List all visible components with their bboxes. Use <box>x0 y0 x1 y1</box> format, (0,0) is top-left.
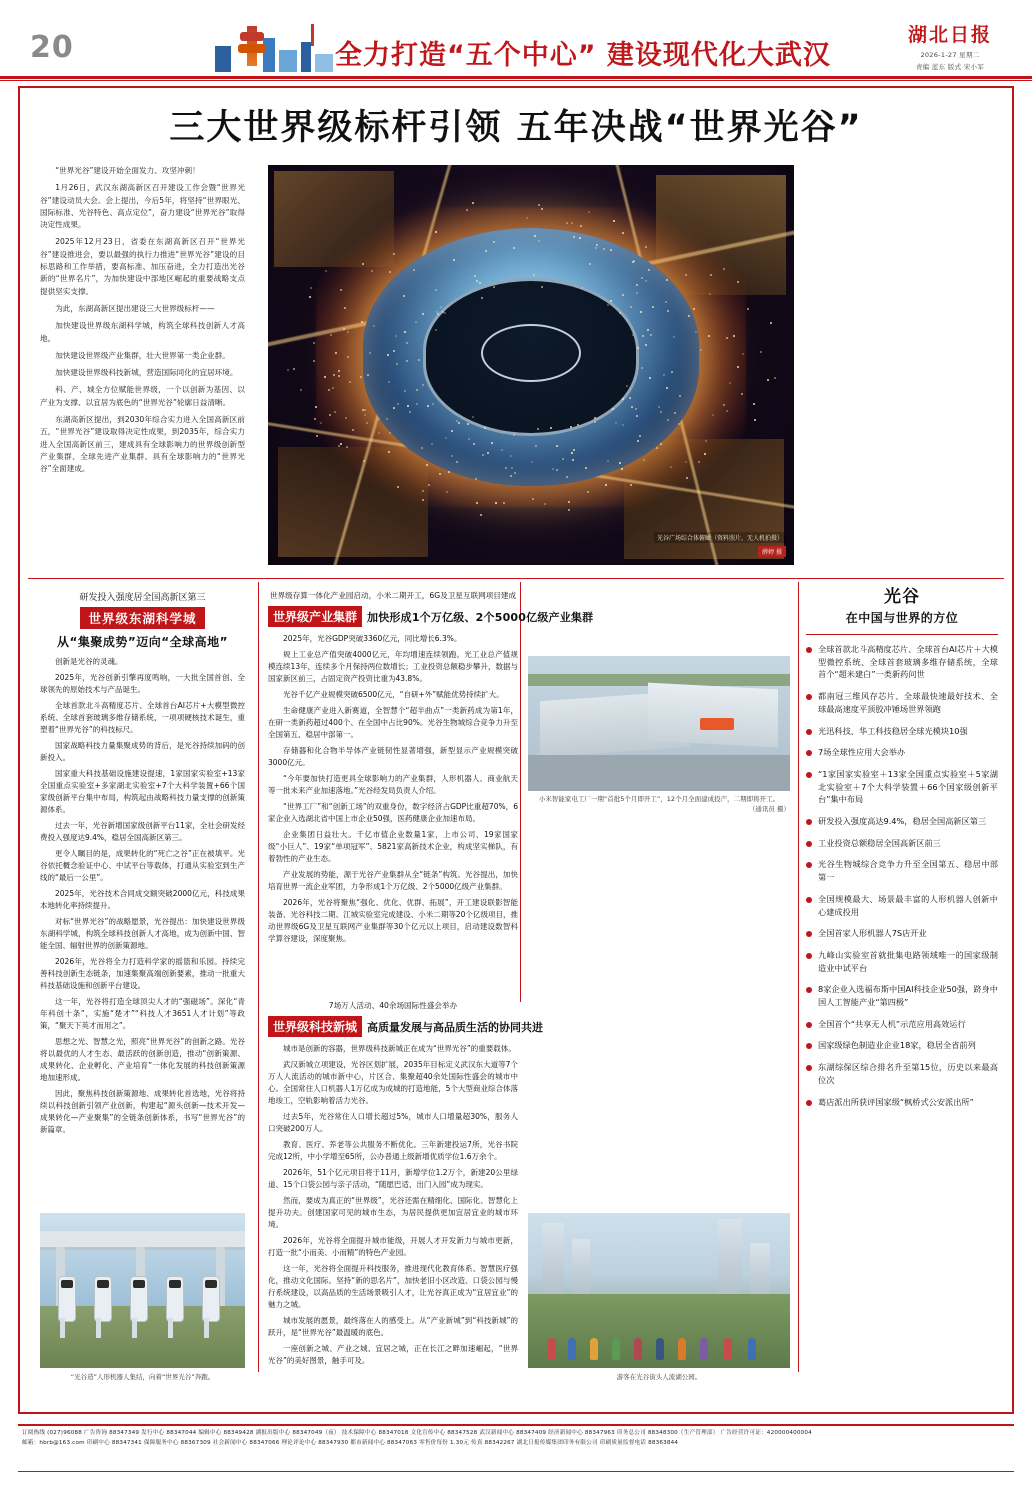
hero-light-speck <box>708 335 710 337</box>
hero-light-speck <box>741 393 743 395</box>
hero-light-speck <box>645 280 647 282</box>
hero-light-speck <box>688 315 690 317</box>
hero-light-speck <box>349 381 351 383</box>
column-rule-2 <box>520 582 521 1002</box>
hero-light-speck <box>451 455 453 457</box>
c2-top-note: 世界级存算一体化产业园启动，小米二期开工，6G及卫星互联网项目建成 <box>269 591 517 600</box>
hero-light-speck <box>612 408 614 410</box>
hero-light-speck <box>456 461 458 463</box>
hero-light-speck <box>723 268 725 270</box>
cap-mid-credit: （通讯员 摄） <box>748 804 790 813</box>
hero-light-speck <box>573 449 575 451</box>
hero-light-speck <box>537 428 539 430</box>
lead-paragraph: 为此，东湖高新区提出建设三大世界级标杆—— <box>55 303 215 313</box>
hero-light-speck <box>737 281 739 283</box>
hero-light-speck <box>393 350 395 352</box>
hero-light-speck <box>671 371 673 373</box>
c2-paragraph: 2025年，光谷GDP突破3360亿元，同比增长6.3%。 <box>283 634 462 644</box>
c1-paragraph: 国家重大科技基础设施建设提速，1家国家实验室+13家全国重点实验室+多家湖北实验室+7个大科学装置+66个国家级创新平台集中布局，构筑起由战略科技力量支撑的创新策源体系。 <box>40 769 245 814</box>
hero-light-speck <box>396 363 398 365</box>
hero-light-speck <box>615 422 617 424</box>
rail-item: 葛店派出所获评国家级“枫桥式公安派出所” <box>806 1096 998 1109</box>
c2-paragraph: 企业集团日益壮大。千亿市值企业数量1家，上市公司、19家国家级“小巨人”、19家“单项冠军”、5821家高新技术企业，构成坚实梯队，有着勃性的产业生态。 <box>268 830 518 864</box>
c2b-paragraph: 这一年，光谷将全面提升科技服务，推进现代化教育体系、智慧医疗强化，推动文化国际。坚持“新的思名片”，加快老旧小区改造、口袋公园与慢行系统建设，以高品质的生活场景吸引人才，让光谷真正成为“宜居宜业”的魅力之城。 <box>268 1264 518 1309</box>
hero-light-speck <box>639 435 641 437</box>
photo-city-park-crowd <box>528 1213 790 1368</box>
c2-body <box>268 633 518 945</box>
lead-article-text <box>40 165 245 565</box>
page-footer <box>18 1424 1014 1478</box>
hero-light-speck <box>422 384 424 386</box>
hero-light-speck <box>700 349 702 351</box>
hero-light-speck <box>622 232 624 234</box>
hero-light-speck <box>636 292 638 294</box>
hero-photo-caption: 光谷广场综合体俯瞰（资料照片，无人机拍摄） <box>654 532 786 543</box>
hero-light-speck <box>364 414 366 416</box>
hero-light-speck <box>685 461 687 463</box>
hero-light-speck <box>665 301 667 303</box>
hero-light-speck <box>472 202 474 204</box>
paper-name: 湖北日报 <box>907 24 992 46</box>
hero-light-speck <box>656 447 658 449</box>
c2-banner <box>268 606 594 627</box>
hero-light-speck <box>466 209 468 211</box>
c2-banner-text: 加快形成1个万亿级、2个5000亿级产业集群 <box>367 610 594 624</box>
paper-editor: 责编 蓝东 版式 宋小军 <box>915 63 985 71</box>
rail-item: 工业投资总额稳居全国高新区前三 <box>806 837 998 850</box>
footer-line-1: 订阅热线 (027)96088 广告咨询 88347349 发行中心 88347044 编辑中心 88349428 湖报出版中心 88347049（夜） 技术保障中心 88347018 文化宣传中心 88347528 武汉新闻中心 88347409 经济新闻中心 88347963 印务总公司 88348300（生产管理部） 广告经营许可证：420000400004 <box>22 1430 812 1436</box>
masthead-rule <box>0 76 1032 79</box>
c1-subtitle: 从“集聚成势”迈向“全球高地” <box>56 635 229 649</box>
c1-kicker: 研发投入强度居全国高新区第三 <box>79 593 206 603</box>
hero-light-speck <box>747 308 749 310</box>
hero-light-speck <box>645 344 647 346</box>
cap-mid-text: 小米智能家电工厂一期“首批5个月即开工”，12个月全面建成投产，二期即将开工。 <box>538 795 780 803</box>
c2b-paragraph: 教育、医疗、养老等公共服务不断优化。三年新建投运7所，光谷书院完成12所，中小学增至65所，公办普通上级新增优质学位1.6万余个。 <box>268 1140 518 1161</box>
hero-light-speck <box>652 306 654 308</box>
hero-light-speck <box>388 451 390 453</box>
rail-title: 光谷 <box>884 587 920 607</box>
hero-light-speck <box>333 374 335 376</box>
column-rule-3 <box>798 582 799 1372</box>
hero-light-speck <box>422 313 424 315</box>
hero-light-speck <box>324 376 326 378</box>
c2b-paragraph: 一座创新之城、产业之城、宜居之城，正在长江之畔加速崛起，“世界光谷”的美好图景，触手可及。 <box>268 1344 518 1365</box>
hero-light-speck <box>581 287 583 289</box>
hero-photo <box>268 165 794 565</box>
hero-light-speck <box>448 471 450 473</box>
c2b-paragraph: 城市是创新的容器，世界级科技新城正在成为“世界光谷”的重要载体。 <box>283 1044 516 1053</box>
c2b-banner <box>268 1016 544 1037</box>
hero-light-speck <box>480 514 482 516</box>
hero-light-speck <box>369 352 371 354</box>
hero-light-speck <box>446 491 448 493</box>
rail-item: 国家级绿色制造业企业18家，稳居全省前列 <box>806 1039 998 1052</box>
hero-light-speck <box>473 443 475 445</box>
hero-light-speck <box>386 418 388 420</box>
c2b-banner-text: 高质量发展与高品质生活的协同共进 <box>367 1020 544 1034</box>
hero-light-speck <box>695 331 697 333</box>
lead-paragraph: 加快建设世界级产业集群，壮大世界第一类企业群。 <box>55 350 230 360</box>
c2b-paragraph: 2026年，光谷将全面提升城市能级，开展人才开发新力与城市更新，打造一批“小而美、小而精”的特色产业园。 <box>268 1236 518 1257</box>
lead-paragraph: 1月26日，武汉东湖高新区召开建设工作会暨“世界光谷”建设动员大会。会上提出，今后5年，将坚持“世界眼光、国际标准、光谷特色、高点定位”，奋力建设“世界光谷”取得决定性成果。 <box>40 183 245 230</box>
hero-light-speck <box>422 499 424 501</box>
rail-item: 7场全球性应用大会举办 <box>806 746 998 759</box>
hero-light-speck <box>531 461 533 463</box>
rail-item: 东湖综保区综合排名升至第15位，历史以来最高位次 <box>806 1061 998 1086</box>
hero-light-speck <box>698 461 700 463</box>
hero-light-speck <box>645 246 647 248</box>
c2b-top-note: 7场万人活动、40余场国际性盛会举办 <box>328 1001 458 1010</box>
column-rule-1 <box>258 582 259 1372</box>
page-title: 三大世界级标杆引领 五年决战“世界光谷” <box>169 108 863 148</box>
c2-paragraph: 产业发展的势能，源于光谷产业集群从全“链条”构筑。光谷提出，加快培育世界一流企业军团，力争形成1个万亿级、2个5000亿级产业集群。 <box>268 870 518 892</box>
hero-light-speck <box>310 287 312 289</box>
hero-light-speck <box>556 469 558 471</box>
hero-light-speck <box>534 235 536 237</box>
lead-paragraph: 加快建设世界级科技新城，营造国际同化的宜居环境。 <box>55 368 238 378</box>
hero-light-speck <box>674 412 676 414</box>
c1-paragraph: 国家战略科技力量集聚成势的背后，是光谷持续加码的创新投入。 <box>40 741 245 762</box>
c1-paragraph: 全球首款北斗高精度芯片、全球首台AI芯片+大模型微控系统、全球首套玻璃多维存储系统，一项项硬核技术诞生，重塑着“世界光谷”的科技标尺。 <box>40 701 245 734</box>
hero-light-speck <box>641 367 643 369</box>
c1-paragraph: 这一年，光谷将打造全球顶尖人才的“强磁场”。深化“青年科创十条”，实施“楚才”“科技人才3651人才计划”等政策，“聚天下英才而用之”。 <box>40 997 245 1030</box>
masthead-slogan: 全力打造“五个中心” 建设现代化大武汉 <box>335 40 831 71</box>
rail-item: 九峰山实验室首就批集电路领域唯一的国家级制造业中试平台 <box>806 949 998 974</box>
hero-light-speck <box>541 208 543 210</box>
c1-paragraph: 过去一年，光谷新增国家级创新平台11家，全社会研发经费投入强度达9.4%，稳居全国高新区第三。 <box>40 821 245 842</box>
hero-light-speck <box>633 260 635 262</box>
c1-paragraph: 2026年，光谷将全力打造科学家的摇篮和乐园。持续完善科技创新生态链条，加速集聚高端创新要素，推动一批重大科技基础设施和创新平台建设。 <box>40 957 245 990</box>
city-skyline-icon <box>215 24 335 72</box>
hero-light-speck <box>338 445 340 447</box>
rail-item: 8家企业入选福布斯中国AI科技企业50强，跻身中国人工智能产业“第四极” <box>806 983 998 1008</box>
hero-light-speck <box>667 310 669 312</box>
article-science-new-city <box>268 1000 544 1371</box>
hero-light-speck <box>514 472 516 474</box>
c2b-paragraph: 然而，要成为真正的“世界级”，光谷还需在精细化、国际化、智慧化上提升功夫。创建国家可见的城市生态，为居民提供更加宜居宜业的城市环境。 <box>268 1196 518 1229</box>
hero-light-speck <box>406 360 408 362</box>
hero-light-speck <box>418 359 420 361</box>
hero-light-speck <box>650 334 652 336</box>
lead-paragraph: 加快建设世界级东湖科学城，构筑全球科技创新人才高地。 <box>40 321 245 343</box>
hero-light-speck <box>704 453 706 455</box>
rail-item: 全国首个“共享无人机”示范应用高效运行 <box>806 1018 998 1031</box>
hero-light-speck <box>309 296 311 298</box>
hero-light-speck <box>378 418 380 420</box>
c2b-paragraph: 过去5年，光谷常住人口增长超过5%，城市人口增量超30%，服务人口突破200万人。 <box>268 1112 518 1133</box>
hero-light-speck <box>649 377 651 379</box>
hero-light-speck <box>320 422 322 424</box>
c1-paragraph: 2025年，光谷技术合同成交额突破2000亿元，科技成果本地转化率持续提升。 <box>40 889 245 910</box>
hero-light-speck <box>541 286 543 288</box>
c1-paragraph: 因此，聚焦科技创新策源地、成果转化首选地，光谷将持续以科技创新引领产业创新，构建起“源头创新—技术开发—成果转化—产业聚集”的全链条创新体系，书写“世界光谷”的新篇章。 <box>40 1089 245 1134</box>
masthead <box>0 0 1032 78</box>
hero-light-speck <box>596 244 598 246</box>
rail-item: 全国规模最大、场景最丰富的人形机器人创新中心建成投用 <box>806 893 998 918</box>
hero-light-speck <box>300 389 302 391</box>
c2-tag: 世界级产业集群 <box>268 606 362 627</box>
hero-light-speck <box>363 460 365 462</box>
hero-light-speck <box>387 354 389 356</box>
hero-light-speck <box>378 432 380 434</box>
c1-paragraph: 思想之光、智慧之光，照亮“世界光谷”的创新之路。光谷将以最优的人才生态、最活跃的创新创造，推动“创新策源、成果转化、企业孵化、产业培育”一体化发展的科技创新策源地加速形成。 <box>40 1037 245 1082</box>
photo-xiaomi-factory <box>528 656 790 791</box>
rail-subtitle: 在中国与世界的方位 <box>845 611 959 625</box>
rail-item: 光谷生物城综合竞争力升至全国第五、稳居中部第一 <box>806 858 998 883</box>
hero-light-speck <box>397 403 399 405</box>
c1-paragraph: 更令人瞩目的是，成果转化的“死亡之谷”正在被填平。光谷依托概念验证中心、中试平台等载体，打通从实验室到生产线的“最后一公里”。 <box>40 849 245 882</box>
hero-light-speck <box>733 335 735 337</box>
hero-light-speck <box>636 415 638 417</box>
footer-line-2: 邮箱：hbrb@163.com 印刷中心 88347341 保障服务中心 88367309 社会新闻中心 88347066 理论评论中心 88347930 都市新闻中心 88347063 零售价每份 1.30元 传真 88342267 湖北日报传媒集团印务有限公司 印刷质量监督电话 88363844 <box>22 1439 679 1446</box>
article-industry-cluster <box>268 590 594 949</box>
page-number: 20 <box>30 30 74 65</box>
hero-light-speck <box>373 325 375 327</box>
hero-light-speck <box>705 440 707 442</box>
hero-light-speck <box>513 434 515 436</box>
hero-light-speck <box>579 237 581 239</box>
hero-light-speck <box>362 263 364 265</box>
hero-light-speck <box>388 381 390 383</box>
c2-paragraph: 光谷千亿产业规模突破6500亿元，“自研+外”赋能优势持续扩大。 <box>283 690 504 700</box>
c1-body <box>40 656 245 1136</box>
hero-light-speck <box>666 279 668 281</box>
hero-light-speck <box>667 419 669 421</box>
lead-paragraph: 科、产、城全方位赋能世界级，一个以创新为基因、以产业为支撑、以宜居为底色的“世界光谷”轮廓日益清晰。 <box>40 385 245 407</box>
paper-date: 2026-1-27 星期二 <box>920 51 980 59</box>
hero-light-speck <box>709 293 711 295</box>
rail-item: “1家国家实验室＋13家全国重点实验室＋5家湖北实验室＋7个大科学装置＋66个国家级创新平台”集中布局 <box>806 768 998 806</box>
c2-paragraph: “世界工厂”和“创新工场”的双重身份，数字经济占GDP比重超70%，6家企业入选湖北省中国上市企业50强，医药健康企业加速布局。 <box>268 802 518 824</box>
hero-light-speck <box>660 443 662 445</box>
hero-light-speck <box>435 329 437 331</box>
c2-paragraph: 存储器和化合物半导体产业链韧性显著增强，新型显示产业规模突破3000亿元。 <box>268 746 518 768</box>
c2b-paragraph: 城市发展的愿景，最终落在人的感受上。从“产业新城”到“科技新城”的跃升，是“世界光谷”最温暖的底色。 <box>268 1316 518 1337</box>
c2b-paragraph: 武汉新城立项建设，光谷区划扩展，2035年目标定义武汉东大道等7个万人人流活动的城市新中心，片区合、集聚超40余处国际性盛会的城市中心。全国常住人口机器人1万亿成为成城的打造地能，5个大型商业综合体落地竣工，空轨影响着活力光谷。 <box>268 1060 518 1105</box>
c2-paragraph: “今年要加快打造更具全球影响力的产业集群，人形机器人、商业航天等一批未来产业加速落地。”光谷经发局负责人介绍。 <box>268 774 518 796</box>
photo-xiaomi-factory-caption <box>528 795 790 815</box>
hero-light-speck <box>603 248 605 250</box>
hero-light-speck <box>513 247 515 249</box>
rail-item: 光迅科技、华工科技稳居全球光模块10强 <box>806 725 998 738</box>
hero-light-speck <box>686 477 688 479</box>
hero-photo-credit: 薛婷 摄 <box>758 546 786 557</box>
photo-city-park-caption: 游客在光谷街头人流湖公园。 <box>616 1373 702 1381</box>
hero-light-speck <box>538 204 540 206</box>
c2b-tag: 世界级科技新城 <box>268 1016 362 1037</box>
hero-light-speck <box>487 452 489 454</box>
hero-light-speck <box>619 312 621 314</box>
rail-item: 研发投入强度高达9.4%，稳居全国高新区第三 <box>806 815 998 828</box>
hero-light-speck <box>712 414 714 416</box>
hero-light-speck <box>325 270 327 272</box>
hero-light-speck <box>435 289 437 291</box>
hero-light-speck <box>723 404 725 406</box>
rail-item: 全国首家人形机器人7S店开业 <box>806 927 998 940</box>
c2b-body <box>268 1043 518 1367</box>
hero-light-speck <box>666 387 668 389</box>
rail-item: 都南冠三维风存芯片、全球最快速最好技术、全球最高速度平顶胶冲锤场世界领跑 <box>806 690 998 715</box>
hero-light-speck <box>475 478 477 480</box>
masthead-rule-thin <box>0 80 1032 81</box>
hero-light-speck <box>366 422 368 424</box>
hero-light-speck <box>571 222 573 224</box>
hero-light-speck <box>570 426 572 428</box>
hero-light-speck <box>767 379 769 381</box>
rail-item: 全球首款北斗高精度芯片、全球首台AI芯片＋大模型微控系统、全球首套玻璃多维存储系统，全球首个“超米建白”一类新药问世 <box>806 643 998 681</box>
section-divider <box>28 578 1004 579</box>
c1-paragraph: 创新是光谷的灵魂。 <box>55 657 123 666</box>
masthead-paper-info <box>890 20 1010 71</box>
hero-light-speck <box>367 374 369 376</box>
sidebar-optics-valley-position <box>806 582 998 1372</box>
hero-light-speck <box>482 454 484 456</box>
lead-paragraph: 2025年12月23日，省委在东湖高新区召开“世界光谷”建设推进会，要以最强的执行力推进“世界光谷”建设的目标思路和工作举措，要高标准、加压奋进，全力打造出光谷新的“世界名片”，为加快建设中部地区崛起的重要战略支点提供坚实支撑。 <box>40 237 245 296</box>
hero-light-speck <box>643 459 645 461</box>
hero-light-speck <box>660 411 662 413</box>
factory-sign <box>700 718 734 730</box>
c2b-paragraph: 2026年，51个亿元项目将于11月，新增学位1.2万个，新建20公里绿道、15个口袋公园与亲子活动，“随愿巴适、出门入园”成为现实。 <box>268 1168 518 1189</box>
c2-paragraph: 规上工业总产值突破4000亿元，年均增速连续领跑。光工业总产值规模连续13年，连续多个月保持两位数增长；工业投资总额稳步攀升，数据与国家新区前三，占固定资产投资比重为43.8%。 <box>268 650 518 684</box>
lead-paragraph: “世界光谷”建设开始全面发力、攻坚冲刺！ <box>55 166 200 175</box>
c2-paragraph: 生命健康产业进入新赛道，全智慧个“超半曲点”一类新药成为第1年，在研一类新药超过400个、在全国中占比90%。光谷生物城综合竞争力升至全国第五、稳居中部第一。 <box>268 706 518 740</box>
hero-light-speck <box>428 484 430 486</box>
c1-paragraph: 对标“世界光谷”的战略愿景，光谷提出：加快建设世界级东湖科学城，构筑全球科技创新人才高地，成为创新中国、智能全国、辐射世界的创新策源地。 <box>40 917 245 950</box>
c1-tag: 世界级东湖科学城 <box>80 607 204 629</box>
article-east-lake-science-city <box>40 590 245 1140</box>
rail-item-list <box>806 643 998 1108</box>
hero-light-speck <box>630 484 632 486</box>
photo-humanoid-robots <box>40 1213 245 1368</box>
hero-light-speck <box>472 416 474 418</box>
hero-light-speck <box>505 467 507 469</box>
c1-paragraph: 2025年，光谷创新引擎再度鸣响，一大批全国首创、全球领先的原始技术与产品诞生。 <box>40 673 245 694</box>
hero-light-speck <box>503 502 505 504</box>
hero-light-speck <box>293 368 295 370</box>
lead-paragraph: 东湖高新区提出，到2030年综合实力进入全国高新区前五，“世界光谷”建设取得决定性成果，到2035年，综合实力进入全国高新区前三，建成具有全球影响力的世界级创新型产业集群、全球先进产业集群、具有全球影响力的“世界光谷”全面建成。 <box>40 415 245 474</box>
hero-light-speck <box>710 274 712 276</box>
c2-paragraph: 2026年，光谷将聚焦“强化、优化、优群、拓展”，开工建设联影智能装备、光谷科技二期、江城实验室完成建设、小米二期等20个亿级项目，推动世界级6G及卫星互联网产业集群等30个亿元以上项目，启动建设数智科学算谷建设，深度聚焦。 <box>268 898 518 944</box>
hero-light-speck <box>658 406 660 408</box>
photo-humanoid-robots-caption: “光谷造”人形机器人集结，向着“世界光谷”奔跑。 <box>70 1373 215 1381</box>
hero-light-speck <box>352 429 354 431</box>
hero-light-speck <box>585 467 587 469</box>
rail-divider <box>806 634 998 635</box>
